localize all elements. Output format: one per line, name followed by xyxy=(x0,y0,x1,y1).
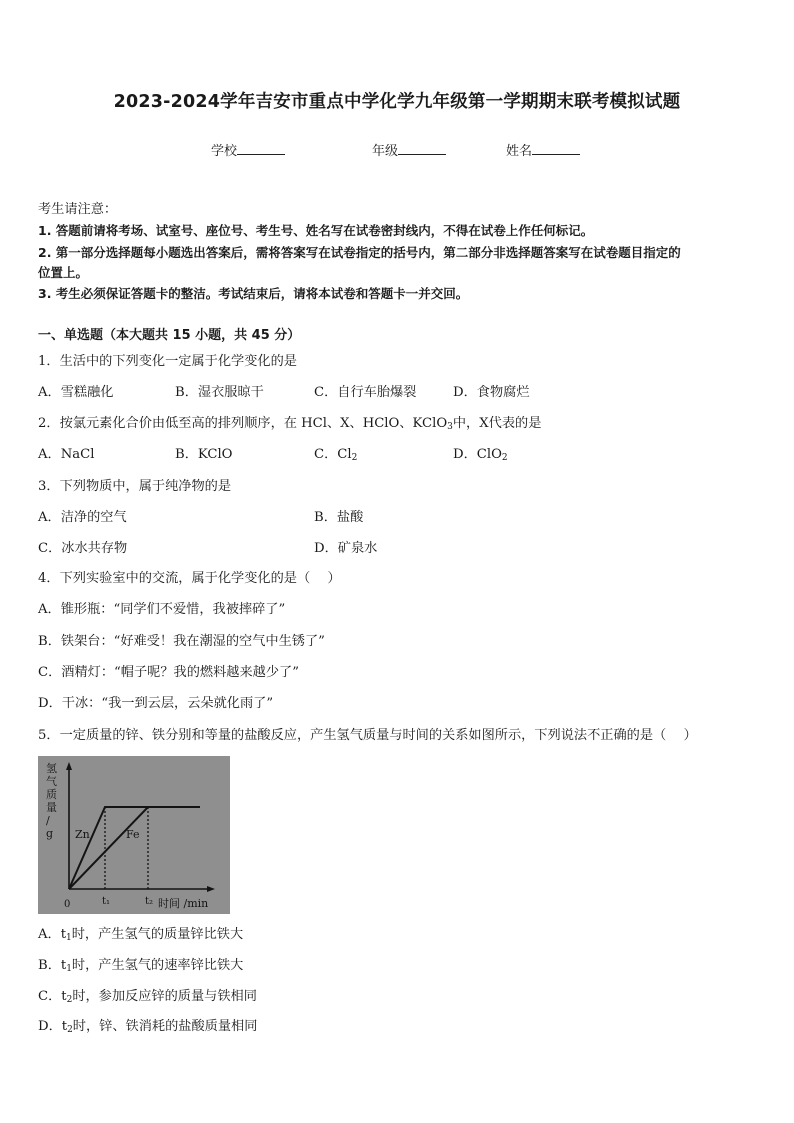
y-axis-label-char: g xyxy=(46,827,54,840)
notice-item-2: 2. 第一部分选择题每小题选出答案后，需将答案写在试卷指定的括号内，第二部分非选择题答案写在试卷题目指定的 xyxy=(38,245,681,260)
q3-option-c: C．冰水共存物 xyxy=(38,541,128,556)
name-blank[interactable] xyxy=(532,142,580,155)
section-heading: 一、单选题（本大题共 15 小题，共 45 分） xyxy=(38,328,301,343)
q3-option-d: D．矿泉水 xyxy=(314,541,378,556)
q2-option-c: C．$Cl_2$ xyxy=(314,447,358,463)
school-blank[interactable] xyxy=(237,142,285,155)
series-label-fe: Fe xyxy=(126,828,140,841)
grade-blank[interactable] xyxy=(398,142,446,155)
q1-stem: 1．生活中的下列变化一定属于化学变化的是 xyxy=(38,354,297,369)
school-label: 学校 xyxy=(211,144,238,159)
q3-option-b: B．盐酸 xyxy=(314,510,364,525)
q5-option-b: B．$t_1$时，产生氢气的速率锌比铁大 xyxy=(38,958,244,974)
name-field xyxy=(506,140,580,159)
q5-option-c: C．$t_2$时，参加反应锌的质量与铁相同 xyxy=(38,989,257,1005)
q1-option-b: B．湿衣服晾干 xyxy=(175,385,264,400)
hydrogen-mass-chart xyxy=(38,756,230,914)
y-axis-label-char: / xyxy=(46,814,50,827)
q2-option-d: D．ClO$_2$ xyxy=(453,447,508,463)
q4-option-c: C．酒精灯：“帽子呢？我的燃料越来越少了” xyxy=(38,665,299,680)
q5-stem: 5．一定质量的锌、铁分别和等量的盐酸反应，产生氢气质量与时间的关系如图所示，下列说法不正确的是（ ） xyxy=(38,728,697,743)
q5-option-a: A．$t_1$时，产生氢气的质量锌比铁大 xyxy=(38,927,244,943)
q1-option-c: C．自行车胎爆裂 xyxy=(314,385,417,400)
y-axis-label-char: 量 xyxy=(46,801,57,814)
notice-item-2-cont: 位置上。 xyxy=(38,265,89,280)
q4-stem: 4．下列实验室中的交流，属于化学变化的是（ ） xyxy=(38,571,341,586)
y-axis-label-char: 气 xyxy=(46,775,57,788)
origin-label: 0 xyxy=(64,899,71,910)
q4-option-d: D．干冰：“我一到云层，云朵就化雨了” xyxy=(38,696,274,711)
x-tick-label: t₂ xyxy=(145,896,154,907)
grade-field xyxy=(372,140,446,159)
notice-item-3: 3. 考生必须保证答题卡的整洁。考试结束后，请将本试卷和答题卡一并交回。 xyxy=(38,286,469,301)
notice-header: 考生请注意： xyxy=(38,202,118,217)
x-tick-label: t₁ xyxy=(102,896,111,907)
page-title: 2023-2024学年吉安市重点中学化学九年级第一学期期末联考模拟试题 xyxy=(113,92,681,112)
notice-item-1: 1. 答题前请将考场、试室号、座位号、考生号、姓名写在试卷密封线内，不得在试卷上作任何标记。 xyxy=(38,223,594,238)
grade-label: 年级 xyxy=(372,144,399,159)
q1-option-a: A．雪糕融化 xyxy=(38,385,114,400)
name-label: 姓名 xyxy=(506,144,533,159)
y-axis-label-char: 质 xyxy=(46,788,57,801)
q4-option-a: A．锥形瓶：“同学们不爱惜，我被摔碎了” xyxy=(38,602,286,617)
q4-option-b: B．铁架台：“好难受！我在潮湿的空气中生锈了” xyxy=(38,634,325,649)
series-label-zn: Zn xyxy=(75,828,90,841)
q2-stem: 2．按氯元素化合价由低至高的排列顺序，在 HCl、X、HClO、KClO$_3$中，X代表的是 xyxy=(38,416,542,432)
q2-option-b: B．KClO xyxy=(175,447,233,462)
q3-option-a: A．洁净的空气 xyxy=(38,510,127,525)
school-field xyxy=(211,140,285,159)
q2-option-a: A．NaCl xyxy=(38,447,95,462)
y-axis-label-char: 氢 xyxy=(46,762,57,775)
q3-stem: 3．下列物质中，属于纯净物的是 xyxy=(38,479,232,494)
q5-option-d: D．$t_2$时，锌、铁消耗的盐酸质量相同 xyxy=(38,1019,258,1035)
x-axis-label: 时间 /min xyxy=(158,897,209,910)
q1-option-d: D．食物腐烂 xyxy=(453,385,530,400)
